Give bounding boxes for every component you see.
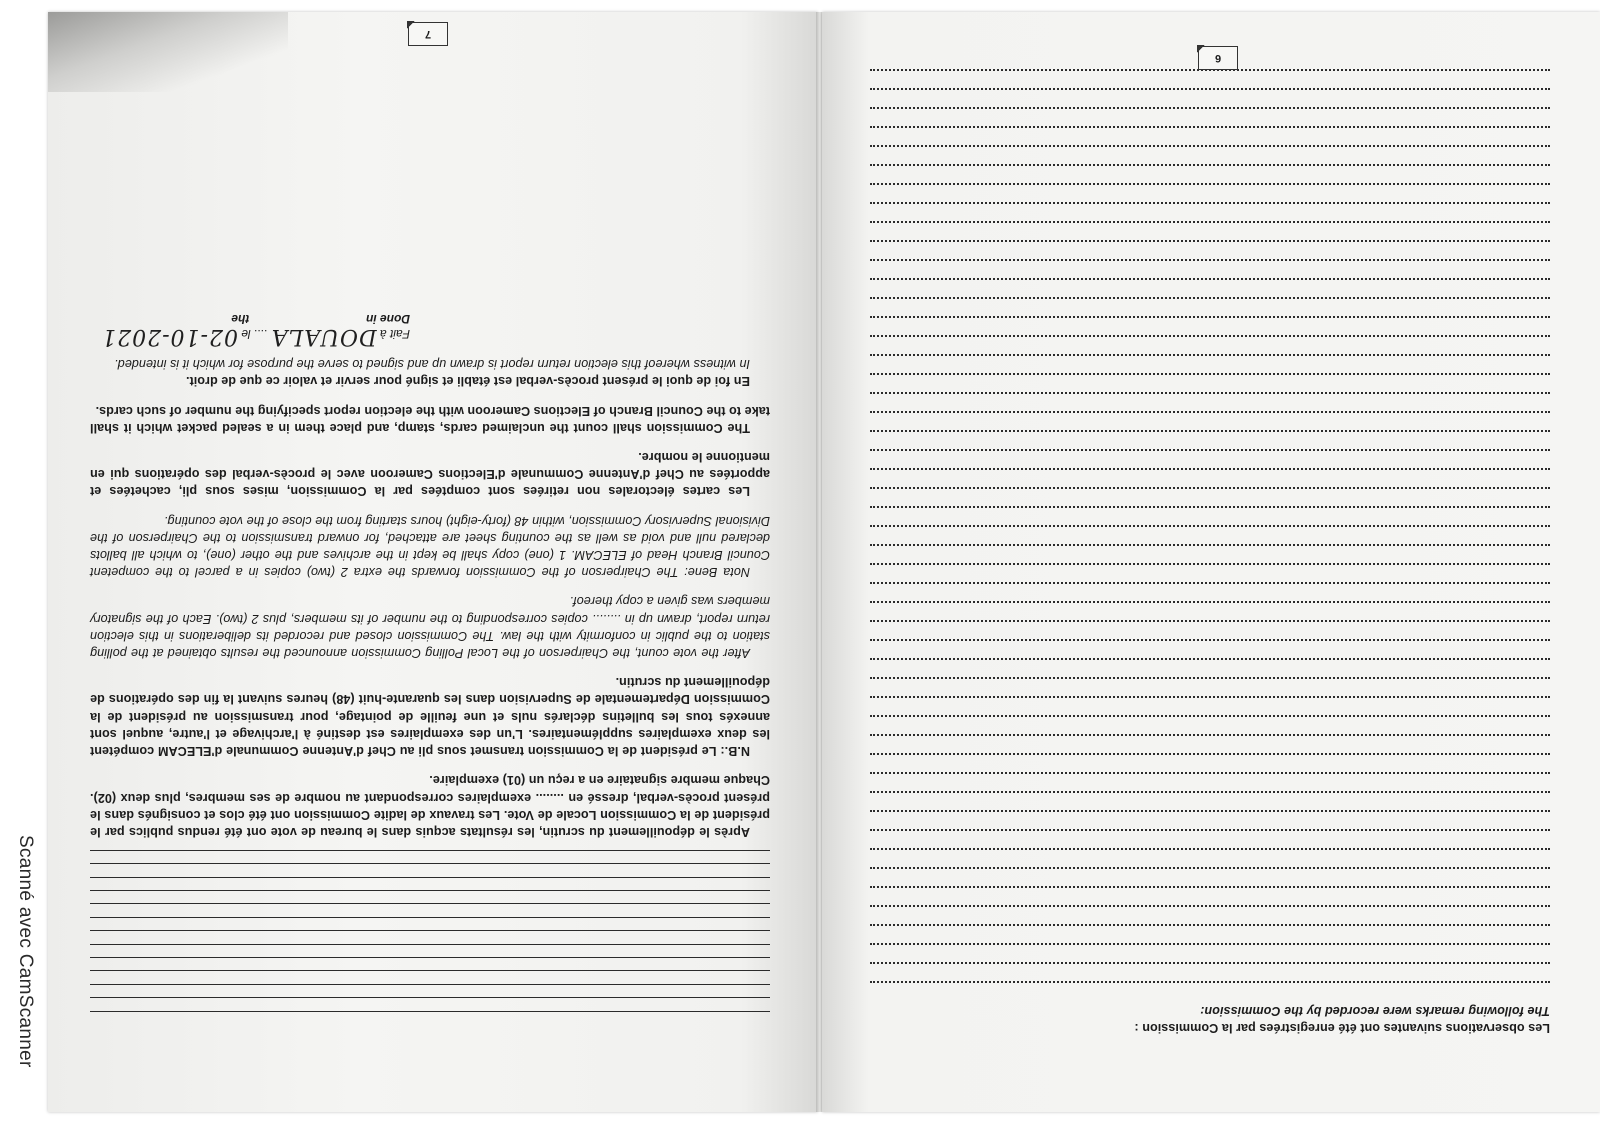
dotted-remark-line [870, 563, 1550, 582]
camscanner-watermark: Scanné avec CamScanner [15, 835, 36, 1068]
dotted-remark-line [870, 962, 1550, 981]
dotted-remark-line [870, 430, 1550, 449]
ruled-line [90, 890, 770, 903]
dotted-remark-line [870, 221, 1550, 240]
dotted-remark-line [870, 525, 1550, 544]
ruled-line [90, 903, 770, 916]
dotted-remark-line [870, 316, 1550, 335]
dotted-remark-line [870, 69, 1550, 88]
dotted-remark-line [870, 278, 1550, 297]
page-number-6: 6 [1198, 46, 1238, 70]
dotted-remark-line [870, 487, 1550, 506]
place-dots: .... [254, 327, 268, 342]
dotted-remark-line [870, 107, 1550, 126]
dotted-remark-line [870, 126, 1550, 145]
dotted-remark-line [870, 658, 1550, 677]
dotted-remark-line [870, 639, 1550, 658]
ruled-line [90, 863, 770, 876]
dotted-remark-line [870, 829, 1550, 848]
dotted-remark-line [870, 506, 1550, 525]
right-page-content [870, 40, 1550, 1040]
dotted-remark-line [870, 753, 1550, 772]
dotted-remark-line [870, 88, 1550, 107]
ruled-line [90, 984, 770, 997]
dotted-remark-line [870, 259, 1550, 278]
ruled-line [90, 1011, 770, 1024]
witness-fr: En foi de quoi le présent procès-verbal est établi et signé pour servir et valoir ce que de droit. [185, 374, 750, 389]
dotted-remark-line [870, 886, 1550, 905]
fait-label: Fait à [379, 327, 410, 342]
signature-block [90, 312, 770, 350]
witness-en: In witness whereof this election return report is drawn up and signed to serve the purpose for which it is intended. [114, 357, 750, 372]
unclaimed-cards-fr: Les cartes électorales non retirées sont comptées par la Commission, mises sous pli, cachetées et apportées au Chef d'Antenne Communale d'Elections Cameroon avec le procès-verbal des opérations qui en mentionne le nombre. [90, 450, 770, 499]
dotted-remark-line [870, 183, 1550, 202]
dotted-remark-line [870, 449, 1550, 468]
ruled-line [90, 877, 770, 890]
ruled-line [90, 970, 770, 983]
left-page-content [90, 30, 770, 1030]
le-label: le [241, 327, 251, 342]
dotted-remark-line [870, 354, 1550, 373]
closing-paragraph-en: After the vote count, the Chairperson of the Local Polling Commission announced the results obtained at the polling station to the public in conformity with the law. The Commission closed and recorded its deliberations in this election return report, drawn up in ........ copies corresponding to the number of its members, plus 2 (two). Each of the signatory members was given a copy thereof. [90, 594, 770, 661]
ruled-line [90, 944, 770, 957]
dotted-remark-line [870, 924, 1550, 943]
dotted-remark-line [870, 696, 1550, 715]
dotted-remark-line [870, 297, 1550, 316]
dotted-remark-line [870, 544, 1550, 563]
dotted-remark-line [870, 772, 1550, 791]
dotted-remark-line [870, 145, 1550, 164]
dotted-remark-line [870, 601, 1550, 620]
dotted-remark-line [870, 715, 1550, 734]
the-label: the [231, 312, 250, 327]
page-number-7: 7 [408, 22, 448, 46]
done-in-label: Done in [366, 312, 410, 327]
remarks-heading-fr: Les observations suivantes ont été enregistrées par la Commission : [1134, 1021, 1550, 1035]
dotted-remark-line [870, 905, 1550, 924]
closing-paragraph-fr: Après le dépouillement du scrutin, les résultats acquis dans le bureau de vote ont été rendus publics par le président de la Commission Locale de Vote. Les travaux de ladite Commission ont été clos et consignés dans le présent procès-verbal, dressé en ........ exemplaires correspondant au nombre de ses membres, plus deux (02). Chaque membre signataire en a reçu un (01) exemplaire. [90, 773, 770, 839]
dotted-remark-line [870, 202, 1550, 221]
remarks-heading-en: The following remarks were recorded by the Commission: [1200, 1003, 1550, 1018]
dotted-remark-line [870, 791, 1550, 810]
dotted-remark-line [870, 240, 1550, 259]
nota-bene-fr: N.B.: Le président de la Commission transmet sous pli au Chef d'Antenne Communale d'ELECAM compétent les deux exemplaires supplémentaires. L'un des exemplaires est destiné à l'archivage et l'autre, auquel sont annexés tous les bulletins déclarés nuls et une feuille de pointage, pour transmission au président de la Commission Départementale de Supervision dans les quarante-huit (48) heures suivant la fin des opérations de dépouillement du scrutin. [90, 675, 770, 759]
ruled-line [90, 930, 770, 943]
ruled-line [90, 850, 770, 863]
ruled-line [90, 957, 770, 970]
place-handwritten: DOUALA [270, 324, 377, 350]
dotted-remark-line [870, 164, 1550, 183]
dotted-remark-line [870, 373, 1550, 392]
dotted-remark-line [870, 392, 1550, 411]
unclaimed-cards-en: The Commission shall count the unclaimed cards, stamp, and place them in a sealed packet which it shall take to the Council Branch of Elections Cameroon with the election report specifying the number of such cards. [90, 403, 770, 435]
dotted-remark-line [870, 468, 1550, 487]
nota-bene-en: Nota Bene: The Chairperson of the Commission forwards the extra 2 (two) copies in a parcel to the competent Council Branch Head of ELECAM. 1 (one) copy shall be kept in the archives and the other (one), to which all ballots declared null and void as well as the counting sheet are attached, for onward transmission to the Chairperson of the Divisional Supervisory Commission, within 48 (forty-eight) hours starting from the close of the vote counting. [90, 513, 770, 580]
dotted-remark-line [870, 335, 1550, 354]
dotted-remark-line [870, 981, 1550, 1000]
dotted-remark-line [870, 848, 1550, 867]
ruled-line [90, 917, 770, 930]
dotted-remark-line [870, 943, 1550, 962]
dotted-remark-line [870, 677, 1550, 696]
dotted-remark-line [870, 582, 1550, 601]
dotted-remark-line [870, 620, 1550, 639]
dotted-remark-line [870, 734, 1550, 753]
ruled-line [90, 997, 770, 1010]
remarks-dotted-lines [870, 69, 1550, 1000]
ruled-lines-block [90, 850, 770, 1030]
dotted-remark-line [870, 411, 1550, 430]
date-handwritten: 02-10-2021 [101, 324, 238, 350]
dotted-remark-line [870, 810, 1550, 829]
dotted-remark-line [870, 867, 1550, 886]
